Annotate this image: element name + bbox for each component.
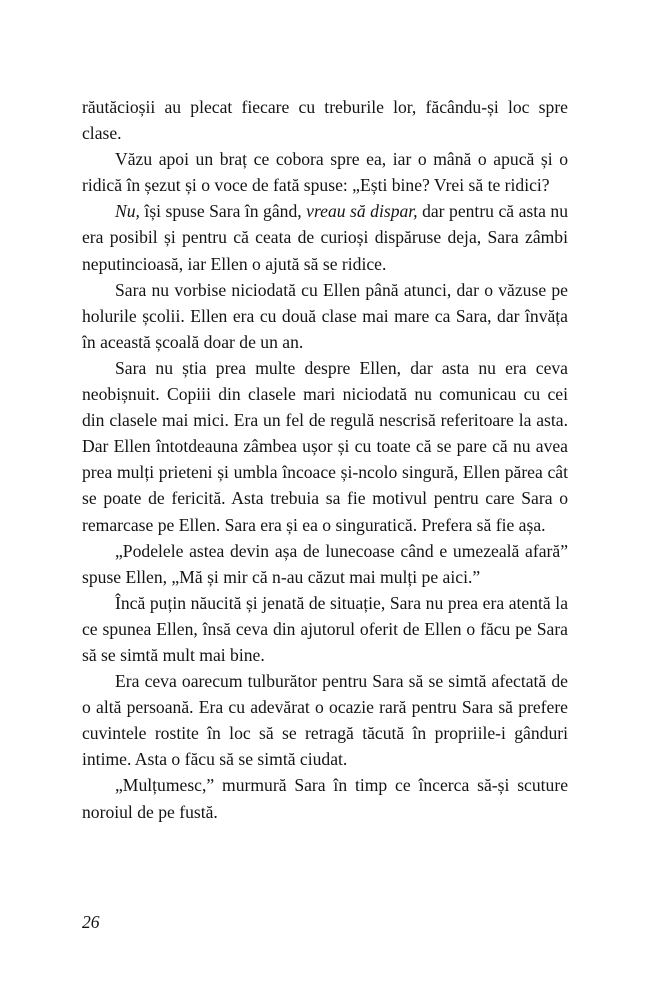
page-body [82, 94, 568, 825]
paragraph: Era ceva oarecum tulburător pentru Sara să se simtă afectată de o altă persoană. Era cu adevărat o ocazie rară pentru Sara să prefere cuvintele rostite în loc să se retragă tăcută în propriile-i gânduri intime. Asta o făcu să se simtă ciudat. [82, 671, 568, 770]
paragraph: „Podelele astea devin așa de lunecoase când e umezeală afară” spuse Ellen, „Mă și mir că n-au căzut mai mulți pe aici.” [82, 540, 568, 587]
italic-span: Nu, [115, 201, 140, 222]
paragraph [82, 198, 568, 276]
paragraph: Sara nu vorbise niciodată cu Ellen până atunci, dar o văzuse pe holurile școlii. Ellen era cu două clase mai mare ca Sara, dar învăța în această școală doar de un an. [82, 279, 568, 352]
page-number: 26 [82, 912, 100, 932]
text-span: își spuse Sara în gând, [139, 201, 307, 222]
paragraph: „Mulțumesc,” murmură Sara în timp ce încerca să-și scuture noroiul de pe fustă. [82, 775, 568, 822]
paragraph: Sara nu știa prea multe despre Ellen, dar asta nu era ceva neobișnuit. Copiii din clasele mari niciodată nu comunicau cu cei din clasele mai mici. Era un fel de regulă nescrisă referitoare la asta. Dar Ellen întotdeauna zâmbea ușor și cu toate că se pare că nu avea prea mulți prieteni și umbla încoace și-ncolo singură, Ellen părea cât se poate de fericită. Asta trebuia sa fie motivul pentru care Sara o remarcase pe Ellen. Sara era și ea o singuratică. Prefera să fie așa. [82, 357, 568, 535]
text-span: dar pentru că asta nu era posibil și pentru că ceata de curioși dispăruse deja, Sara zâmbi neputincioasă, iar Ellen o ajută să se ridice. [82, 201, 569, 274]
paragraph: Încă puțin năucită și jenată de situație, Sara nu prea era atentă la ce spunea Ellen, însă ceva din ajutorul oferit de Ellen o făcu pe Sara să se simtă mult mai bine. [82, 592, 568, 665]
paragraph: Văzu apoi un braț ce cobora spre ea, iar o mână o apucă și o ridică în șezut și o voce de fată spuse: „Ești bine? Vrei să te ridici? [82, 149, 568, 196]
paragraph: răutăcioșii au plecat fiecare cu treburile lor, făcându-și loc spre clase. [82, 97, 568, 144]
italic-span: vreau să dispar, [306, 201, 418, 222]
